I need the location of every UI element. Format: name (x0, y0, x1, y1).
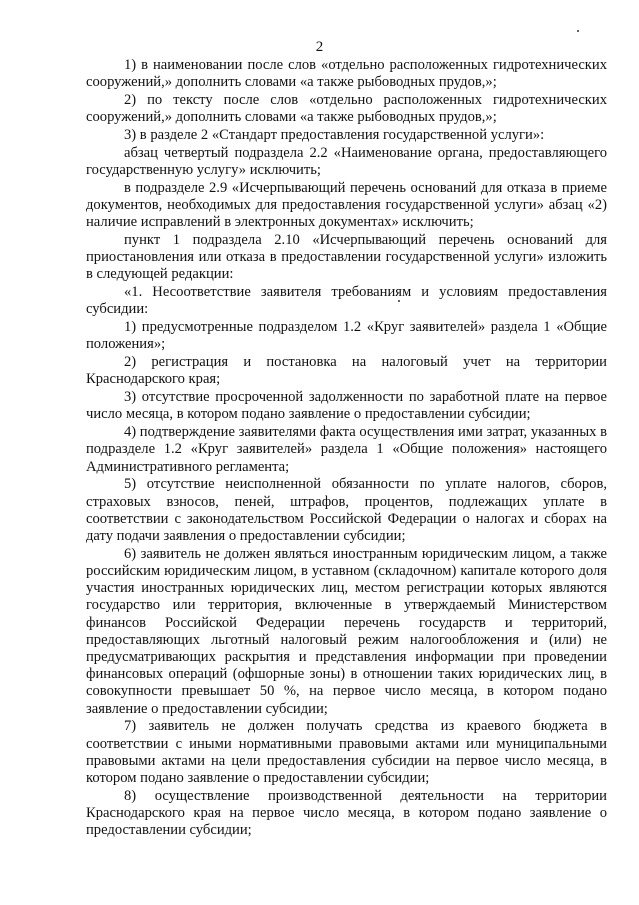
paragraph-3: 3) в разделе 2 «Стандарт предоставления государственной услуги»: (124, 127, 545, 143)
document-body (86, 57, 607, 839)
scan-speck (577, 30, 579, 32)
paragraph-11: 4) подтверждение заявителями факта осуществления ими затрат, указанных в подразделе 1.2 «Круг заявителей» раздела 1 «Общие положения» настоящего Административного регламента; (86, 424, 607, 475)
paragraph-12: 5) отсутствие неисполненной обязанности по уплате налогов, сборов, страховых взносов, пеней, штрафов, процентов, подлежащих уплате в соответствии с законодательством Российской Федерации о налогах и сборах на дату подачи заявления о предоставлении субсидии; (86, 476, 607, 545)
paragraph-1: 1) в наименовании после слов «отдельно расположенных гидротехнических сооружений,» дополнить словами «а также рыбоводных прудов,»; (86, 57, 607, 91)
paragraph-15: 8) осуществление производственной деятельности на территории Краснодарского края на первое число месяца, в котором подано заявление о предоставлении субсидии; (86, 787, 607, 839)
paragraph-14: 7) заявитель не должен получать средства из краевого бюджета в соответствии с иными нормативными правовыми актами или муниципальными правовыми актами на цели предоставления субсидии на первое число месяца, в котором подано заявление о предоставлении субсидии; (86, 718, 607, 787)
page-number: 2 (315, 39, 324, 55)
paragraph-5: в подразделе 2.9 «Исчерпывающий перечень оснований для отказа в приеме документов, необходимых для предоставления государственной услуги» абзац «2) наличие исправлений в электронных документах» исключить; (86, 179, 607, 231)
paragraph-10: 3) отсутствие просроченной задолженности по заработной плате на первое число месяца, в котором подано заявление о предоставлении субсидии; (86, 389, 607, 423)
paragraph-7: «1. Несоответствие заявителя требованиям и условиям предоставления субсидии: (86, 284, 607, 318)
paragraph-6: пункт 1 подраздела 2.10 «Исчерпывающий перечень оснований для приостановления или отказа в предоставлении государственной услуги» изложить в следующей редакции: (86, 232, 607, 283)
paragraph-8: 1) предусмотренные подразделом 1.2 «Круг заявителей» раздела 1 «Общие положения»; (86, 319, 607, 353)
paragraph-4: абзац четвертый подраздела 2.2 «Наименование органа, предоставляющего государственную услугу» исключить; (86, 144, 607, 178)
paragraph-13: 6) заявитель не должен являться иностранным юридическим лицом, а также российским юридическим лицом, в уставном (складочном) капитале которого доля участия иностранных юридических лиц, местом регистрации которых являются государство или территория, включенные в утверждаемый Министерством финансов Российской Федерации перечень государств и территорий, предоставляющих льготный налоговый режим налогообложения и (или) не предусматривающих раскрытия и представления информации при проведении финансовых операций (офшорные зоны) в отношении таких юридических лиц, в совокупности превышает 50 %, на первое число месяца, в котором подано заявление о предоставлении субсидии; (86, 545, 607, 717)
scan-speck (398, 300, 400, 302)
paragraph-2: 2) по тексту после слов «отдельно расположенных гидротехнических сооружений,» дополнить словами «а также рыбоводных прудов,»; (86, 92, 607, 126)
paragraph-9: 2) регистрация и постановка на налоговый учет на территории Краснодарского края; (86, 354, 607, 388)
